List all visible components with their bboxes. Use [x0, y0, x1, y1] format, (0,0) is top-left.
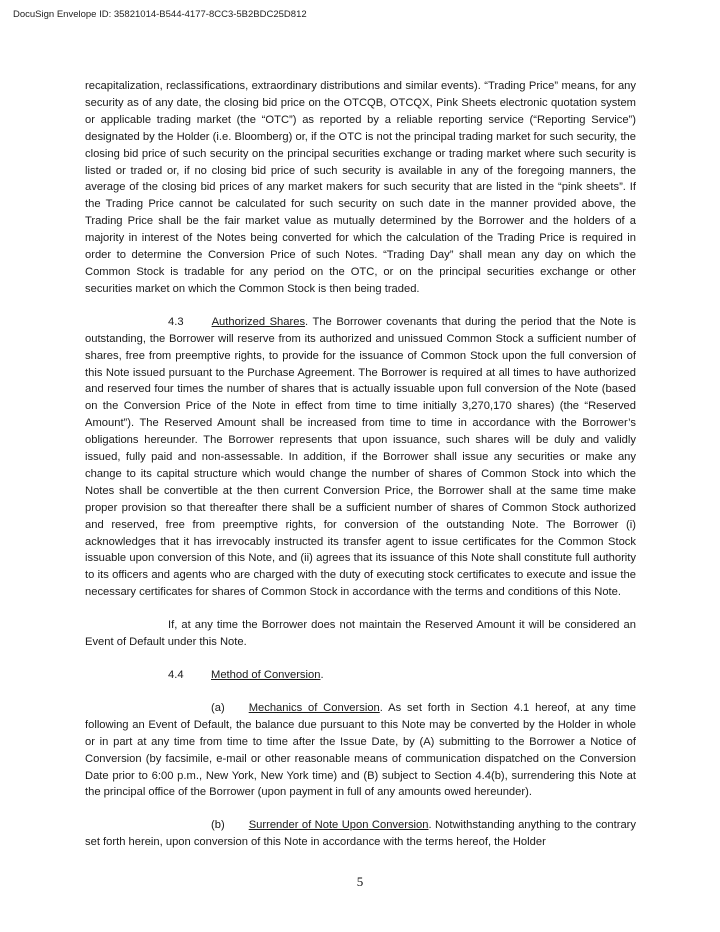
section-4-4-heading: 4.4 Method of Conversion.: [85, 667, 636, 684]
subsection-text: . As set forth in Section 4.1 hereof, at any time following an Event of Default, the balance due pursuant to this Note may be converted by the Holder in whole or in part at any time from time to time after the Issue Date, by (A) submitting to the Borrower a Notice of Conversion (by facsimile, e-mail or other reasonable means of communication dispatched on the Conversion Date prior to 6:00 p.m., New York, New York time) and (B) subject to Section 4.4(b), surrendering this Note at the principal office of the Borrower (upon payment in full of any amounts owed hereunder).: [85, 701, 636, 799]
subsection-title: Surrender of Note Upon Conversion: [248, 819, 429, 832]
subsection-label: (b): [211, 819, 225, 832]
subsection-text: . Notwithstanding anything to the contrary set forth herein, upon conversion of this Note in accordance with the terms hereof, the Holder: [85, 819, 637, 849]
section-number: 4.4: [168, 669, 184, 681]
subsection-a-mechanics-of-conversion: [85, 700, 636, 801]
trading-price-paragraph: recapitalization, reclassifications, extraordinary distributions and similar events). “Trading Price” means, for any security as of any date, the closing bid price on the OTCQB, OTCQX, Pink Sheets electronic quotation system or applicable trading market (the “OTC”) as reported by a reliable reporting service (“Reporting Service”) designated by the Holder (i.e. Bloomberg) or, if the OTC is not the principal trading market for such security, the closing bid price of such security on the principal securities exchange or trading market where such security is listed or traded or, if no closing bid price of such security is available in any of the foregoing manners, the average of the closing bid prices of any market makers for such security that are listed in the “pink sheets”. If the Trading Price cannot be calculated for such security on such date in the manner provided above, the Trading Price shall be the fair market value as mutually determined by the Borrower and the holders of a majority in interest of the Notes being converted for which the calculation of the Trading Price is required in order to determine the Conversion Price of such Notes. “Trading Day” shall mean any day on which the Common Stock is tradable for any period on the OTC, or on the principal securities exchange or other securities market on which the Common Stock is then being traded.: [85, 80, 636, 295]
document-body: [85, 78, 636, 867]
docusign-envelope-id: DocuSign Envelope ID: 35821014-B544-4177-8CC3-5B2BDC25D812: [13, 9, 307, 20]
section-title: Method of Conversion: [211, 669, 321, 681]
subsection-label: (a): [211, 701, 225, 714]
subsection-b-surrender-of-note: [85, 817, 636, 851]
section-4-3-authorized-shares: [85, 314, 636, 601]
page-number: 5: [356, 874, 364, 889]
reserved-amount-paragraph: If, at any time the Borrower does not maintain the Reserved Amount it will be considered an Event of Default under this Note.: [85, 619, 636, 649]
subsection-title: Mechanics of Conversion: [248, 701, 380, 714]
section-text: . The Borrower covenants that during the period that the Note is outstanding, the Borrower will reserve from its authorized and unissued Common Stock a sufficient number of shares, free from preemptive rights, to provide for the issuance of Common Stock upon the full conversion of this Note issued pursuant to the Purchase Agreement. The Borrower is required at all times to have authorized and reserved four times the number of shares that is actually issuable upon full conversion of the Note (based on the Conversion Price of the Note in effect from time to time initially 3,270,170 shares) (the “Reserved Amount”). The Reserved Amount shall be increased from time to time in accordance with the Borrower’s obligations hereunder. The Borrower represents that upon issuance, such shares will be duly and validly issued, fully paid and non-assessable. In addition, if the Borrower shall issue any securities or make any change to its capital structure which would change the number of shares of Common Stock into which the Notes shall be convertible at the then current Conversion Price, the Borrower shall at the same time make proper provision so that thereafter there shall be a sufficient number of shares of Common Stock authorized and reserved, free from preemptive rights, for conversion of the outstanding Note. The Borrower (i) acknowledges that it has irrevocably instructed its transfer agent to issue certificates for the Common Stock issuable upon conversion of this Note, and (ii) agrees that its issuance of this Note shall constitute full authority to its officers and agents who are charged with the duty of executing stock certificates to execute and issue the necessary certificates for shares of Common Stock in accordance with the terms and conditions of this Note.: [85, 315, 636, 599]
section-number: 4.3: [168, 315, 184, 328]
section-title: Authorized Shares: [211, 315, 306, 328]
